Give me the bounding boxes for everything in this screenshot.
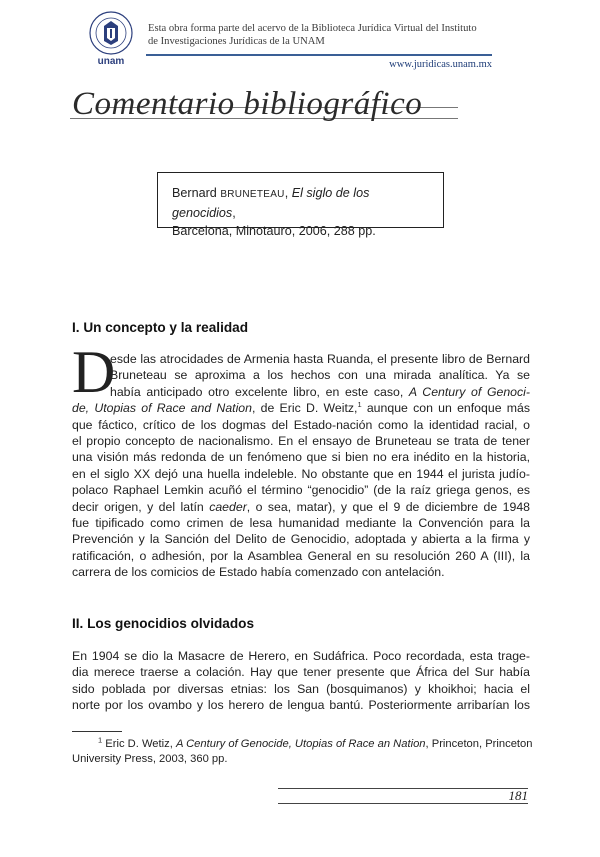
section1-body xyxy=(72,339,530,581)
footnote-ref[interactable]: 1 xyxy=(357,400,362,410)
body-line: En 1904 se dio la Masacre de Herero, en Sudáfrica. Poco recordada, esta trage- xyxy=(72,649,530,663)
footnote-line: University Press, 2003, 360 pp. xyxy=(72,753,228,765)
footnote-rule xyxy=(72,731,122,732)
body-line: en el siglo XX dejó una huella indeleble. No obstante que en 1944 el jurista judío- xyxy=(72,466,530,481)
body-line: carrera de los comicios de Estado había comenzado con antelación. xyxy=(72,565,445,580)
citation-separator: , xyxy=(284,186,292,200)
citation-author-first: Bernard xyxy=(172,186,221,200)
body-line: norte por los ovambo y los herero de lengua bantú. Posteriormente arribarían los xyxy=(72,698,530,713)
body-line: Prevención y la Sanción del Delito de Genocidio, adoptada y abierta a la firma y xyxy=(72,532,530,547)
page-number: 181 xyxy=(508,788,528,803)
book-citation xyxy=(157,172,444,238)
body-line: dia merece traerse a colación. Hay que tener presente que África del Sur había xyxy=(72,665,530,680)
footnote-number: 1 xyxy=(98,735,103,745)
body-line: decir origen, y del latín caeder, o sea, matar), y que el 9 de diciembre de 1948 xyxy=(72,499,530,514)
body-line: fue tipificado como crimen de lesa humanidad mediante la Convención para la xyxy=(72,516,530,531)
body-line: polaco Raphael Lemkin acuñó el término “genocidio” (de la raíz griega genos, es xyxy=(72,483,530,498)
citation-line1 xyxy=(172,184,429,222)
body-line: había anticipado otro excelente libro, en este caso, A Century of Genoci- xyxy=(110,384,530,399)
section1-heading: I. Un concepto y la realidad xyxy=(72,320,249,335)
header-rule xyxy=(146,54,492,56)
body-line: que fáctico, crítico de los dogmas del Estado-nación como la identidad racial, o xyxy=(72,417,530,432)
body-line: el propio concepto de nacionalismo. En el ensayo de Bruneteau se trata de tener xyxy=(72,434,530,449)
citation-title: El siglo de los genocidios xyxy=(172,186,370,220)
drop-cap: D xyxy=(72,339,116,405)
body-line: una visión más redonda de un fenómeno que si bien no era inédito en la historia, xyxy=(72,450,530,465)
footnote-line: $^1$ Eric D. Wetiz, A Century of Genocide, Utopias of Race an Nation, Princeton, Princeton xyxy=(98,735,533,750)
repository-notice xyxy=(148,22,508,48)
footnote xyxy=(72,735,533,767)
body-line: sido poblada por diversas etnias: los San (bosquimanos) y khoikhoi; hacia el xyxy=(72,681,530,696)
repository-notice-line1: Esta obra forma parte del acervo de la Biblioteca Jurídica Virtual del Instituto xyxy=(148,23,477,34)
body-line: ratificación, o adhesión, por la Asamblea General en su resolución 260 A (III), la xyxy=(72,548,530,563)
site-url-link[interactable]: www.juridicas.unam.mx xyxy=(389,59,492,70)
body-line: de, Utopias of Race and Nation, de Eric D. Weitz,$^1$ aunque con un enfoque más xyxy=(72,400,530,416)
repository-notice-line2: de Investigaciones Jurídicas de la UNAM xyxy=(148,36,325,47)
section2-body xyxy=(72,648,530,714)
logo-wordmark: unam xyxy=(97,56,125,67)
body-line: Bruneteau se aproxima a los hechos con una mirada analítica. Ya se xyxy=(110,368,530,383)
citation-author-last: BRUNETEAU xyxy=(220,189,285,200)
citation-line2: Barcelona, Minotauro, 2006, 288 pp. xyxy=(172,224,376,238)
unam-iij-logo xyxy=(80,8,142,68)
body-line: esde las atrocidades de Armenia hasta Ruanda, el presente libro de Bernard xyxy=(110,352,530,366)
citation-separator: , xyxy=(232,206,236,220)
section2-heading: II. Los genocidios olvidados xyxy=(72,616,255,631)
section-label: Comentario bibliográfico xyxy=(72,86,423,122)
